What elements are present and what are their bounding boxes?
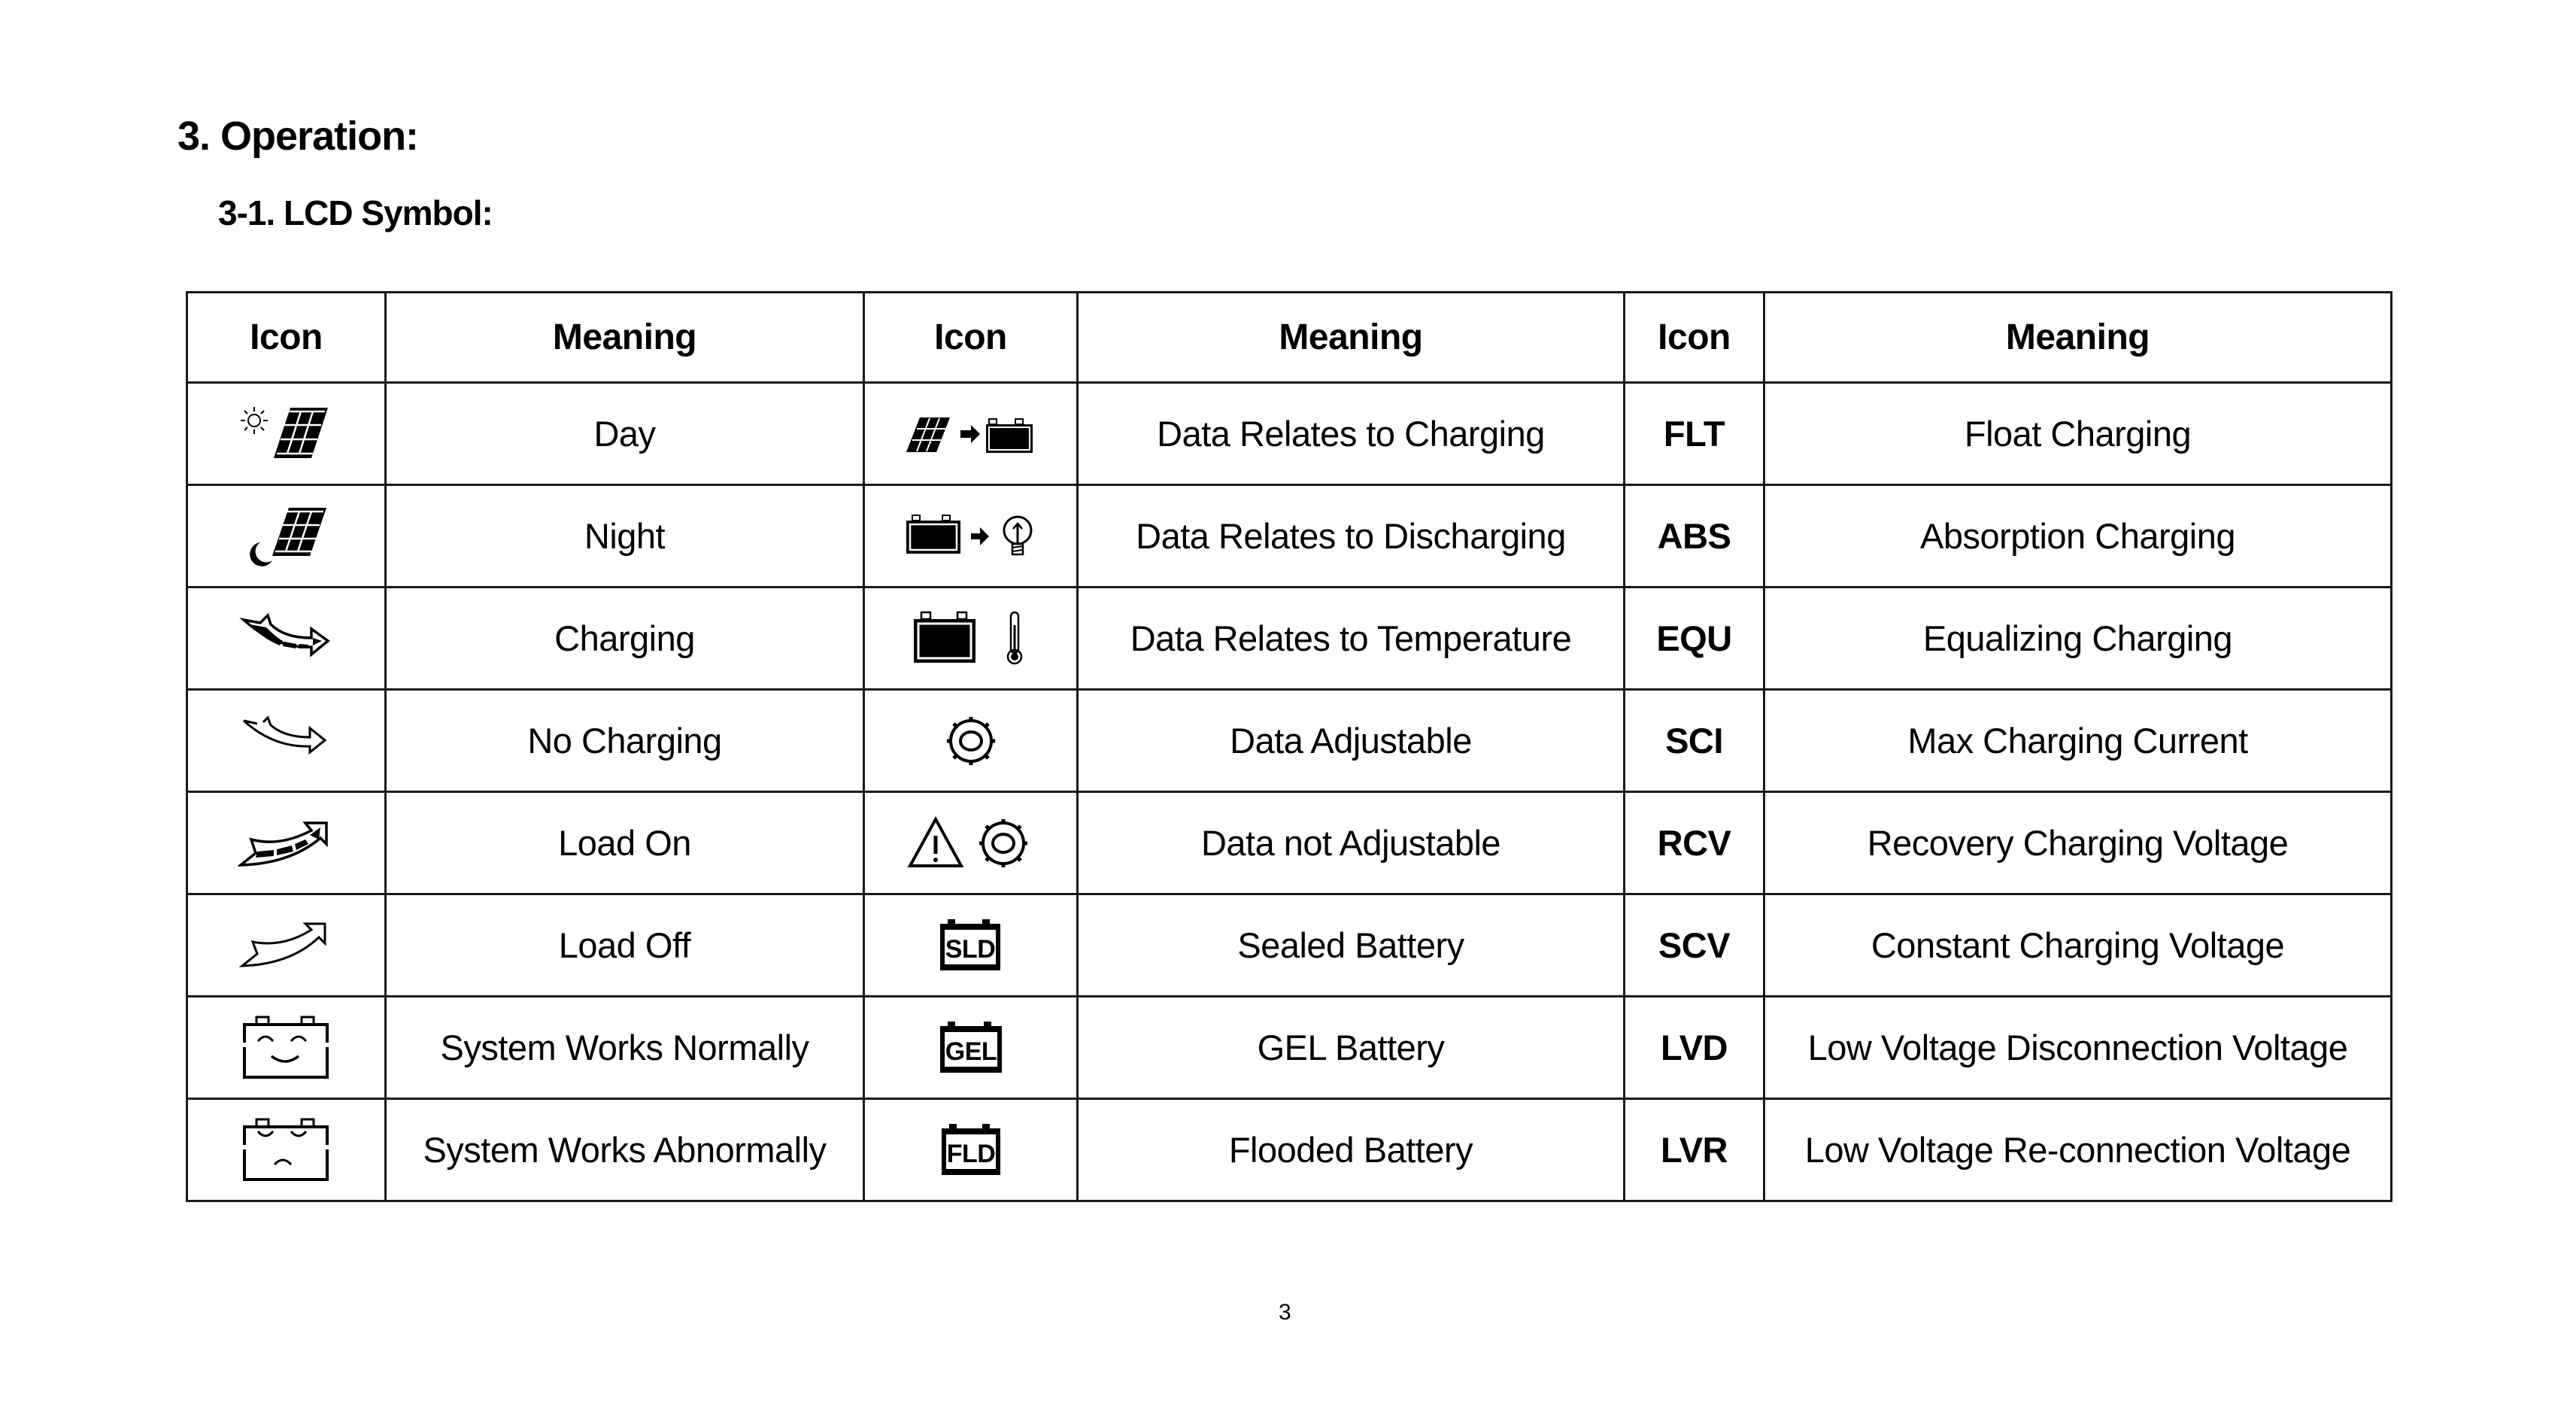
table-row [187,792,2392,894]
meaning-day: Day [386,383,864,485]
header-meaning-1: Meaning [386,293,864,383]
meaning-low-voltage-disconnection: Low Voltage Disconnection Voltage [1764,997,2392,1099]
svg-text:GEL: GEL [945,1037,997,1066]
svg-text:FLD: FLD [946,1139,995,1168]
table-row [187,1099,2392,1201]
meaning-no-charging: No Charging [386,690,864,792]
table-row [187,485,2392,588]
code-sci: SCI [1625,690,1764,792]
meaning-night: Night [386,485,864,588]
battery-thermometer-icon [911,610,1031,666]
header-icon-3: Icon [1625,293,1764,383]
table-row [187,588,2392,690]
meaning-float-charging: Float Charging [1764,383,2392,485]
meaning-gel-battery: GEL Battery [1078,997,1625,1099]
no-charging-arrow-icon [238,715,335,767]
meaning-data-adjustable: Data Adjustable [1078,690,1625,792]
table-row [187,383,2392,485]
warning-gear-icon [907,813,1035,873]
meaning-charging: Charging [386,588,864,690]
table-header-row [187,293,2392,383]
meaning-recovery-charging-voltage: Recovery Charging Voltage [1764,792,2392,894]
header-meaning-3: Meaning [1764,293,2392,383]
meaning-constant-charging-voltage: Constant Charging Voltage [1764,894,2392,997]
meaning-system-abnormal: System Works Abnormally [386,1099,864,1201]
meaning-equalizing-charging: Equalizing Charging [1764,588,2392,690]
load-off-arrow-icon [238,919,335,972]
meaning-max-charging-current: Max Charging Current [1764,690,2392,792]
meaning-data-not-adjustable: Data not Adjustable [1078,792,1625,894]
page-number: 3 [1279,1300,1291,1325]
code-rcv: RCV [1625,792,1764,894]
gel-battery-icon [937,1020,1005,1076]
meaning-absorption-charging: Absorption Charging [1764,485,2392,588]
code-abs: ABS [1625,485,1764,588]
code-scv: SCV [1625,894,1764,997]
flooded-battery-icon [937,1122,1005,1178]
meaning-data-discharging: Data Relates to Discharging [1078,485,1625,588]
panel-to-battery-icon [903,411,1039,457]
battery-to-bulb-icon [903,514,1039,559]
header-icon-2: Icon [864,293,1078,383]
meaning-low-voltage-reconnection: Low Voltage Re-connection Voltage [1764,1099,2392,1201]
meaning-load-on: Load On [386,792,864,894]
meaning-data-charging: Data Relates to Charging [1078,383,1625,485]
gear-icon [941,711,1001,771]
battery-happy-face-icon [241,1016,332,1080]
section-heading: 3. Operation: [177,114,419,159]
code-lvd: LVD [1625,997,1764,1099]
night-solar-panel-icon [238,506,335,566]
table-row [187,894,2392,997]
meaning-flooded-battery: Flooded Battery [1078,1099,1625,1201]
code-lvr: LVR [1625,1099,1764,1201]
code-equ: EQU [1625,588,1764,690]
sealed-battery-icon [937,918,1005,973]
battery-sad-face-icon [241,1118,332,1183]
svg-text:SLD: SLD [945,934,995,964]
day-solar-panel-icon [238,404,335,464]
meaning-load-off: Load Off [386,894,864,997]
table-row [187,997,2392,1099]
meaning-data-temperature: Data Relates to Temperature [1078,588,1625,690]
load-on-arrow-icon [238,817,335,870]
lcd-symbol-table [186,291,2392,1202]
meaning-system-normal: System Works Normally [386,997,864,1099]
charging-arrow-icon [238,612,335,665]
header-meaning-2: Meaning [1078,293,1625,383]
table-row [187,690,2392,792]
code-flt: FLT [1625,383,1764,485]
header-icon-1: Icon [187,293,386,383]
subsection-heading: 3-1. LCD Symbol: [218,193,493,232]
meaning-sealed-battery: Sealed Battery [1078,894,1625,997]
